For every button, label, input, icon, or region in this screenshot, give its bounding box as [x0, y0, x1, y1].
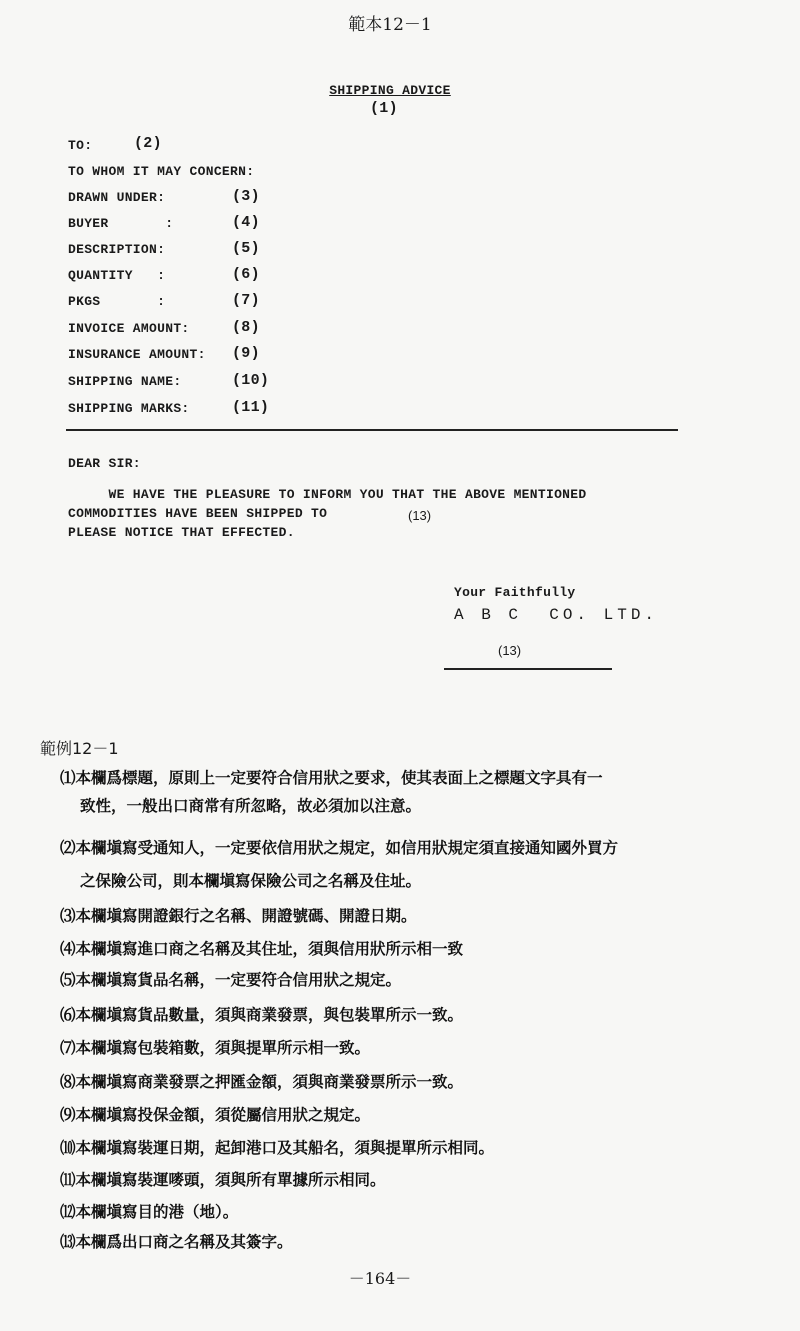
note-2: ⑵本欄塡寫受通知人，一定要依信用狀之規定，如信用狀規定須直接通知國外買方 — [60, 839, 619, 857]
note-13: ⒀本欄爲出口商之名稱及其簽字。 — [60, 1233, 293, 1251]
body-destination-number: (13) — [408, 508, 432, 523]
field-number-description: (5) — [232, 240, 260, 257]
concern-line: TO WHOM IT MAY CONCERN: — [68, 164, 255, 179]
field-number-quantity: (6) — [232, 266, 260, 283]
field-label-buyer: BUYER : — [68, 216, 174, 231]
field-number-shipping-name: (10) — [232, 372, 270, 389]
signature-line — [444, 668, 612, 670]
page-number: －164－ — [348, 1269, 412, 1288]
form-divider — [66, 429, 678, 431]
salutation: DEAR SIR: — [68, 456, 141, 471]
field-number-insurance-amount: (9) — [232, 345, 260, 362]
body-line-1: WE HAVE THE PLEASURE TO INFORM YOU THAT THE ABOVE MENTIONED — [68, 487, 587, 502]
note-1: ⑴本欄爲標題，原則上一定要符合信用狀之要求，使其表面上之標題文字具有一 — [60, 769, 603, 787]
field-label-shipping-name: SHIPPING NAME: — [68, 374, 182, 389]
field-number-buyer: (4) — [232, 214, 260, 231]
closing: Your Faithfully — [454, 585, 576, 600]
note-8: ⑻本欄塡寫商業發票之押匯金額，須與商業發票所示一致。 — [60, 1073, 464, 1091]
note-4: ⑷本欄塡寫進口商之名稱及其住址，須與信用狀所示相一致 — [60, 940, 464, 958]
example-heading: 範例12－1 — [40, 739, 119, 758]
field-label-description: DESCRIPTION: — [68, 242, 166, 257]
field-label-invoice-amount: INVOICE AMOUNT: — [68, 321, 190, 336]
note-9: ⑼本欄塡寫投保金額，須從屬信用狀之規定。 — [60, 1106, 371, 1124]
field-label-quantity: QUANTITY : — [68, 268, 166, 283]
note-1-cont: 致性，一般出口商常有所忽略，故必須加以注意。 — [80, 797, 422, 815]
body-line-3: PLEASE NOTICE THAT EFFECTED. — [68, 525, 295, 540]
note-10: ⑽本欄塡寫裝運日期，起卸港口及其船名，須與提單所示相同。 — [60, 1139, 495, 1157]
field-label-drawn-under: DRAWN UNDER: — [68, 190, 166, 205]
field-number-drawn-under: (3) — [232, 188, 260, 205]
field-number-invoice-amount: (8) — [232, 319, 260, 336]
note-7: ⑺本欄塡寫包裝箱數，須與提單所示相一致。 — [60, 1039, 371, 1057]
field-label-pkgs: PKGS : — [68, 294, 166, 309]
note-6: ⑹本欄塡寫貨品數量，須與商業發票，與包裝單所示一致。 — [60, 1006, 464, 1024]
body-line-2: COMMODITIES HAVE BEEN SHIPPED TO — [68, 506, 328, 521]
note-12: ⑿本欄塡寫目的港（地）。 — [60, 1203, 239, 1221]
template-header: 範本12－1 — [348, 15, 432, 35]
note-5: ⑸本欄塡寫貨品名稱，一定要符合信用狀之規定。 — [60, 971, 402, 989]
company-name: A B C CO. LTD. — [454, 606, 659, 624]
note-3: ⑶本欄塡寫開證銀行之名稱、開證號碼、開證日期。 — [60, 907, 417, 925]
to-number: (2) — [134, 135, 162, 152]
field-label-insurance-amount: INSURANCE AMOUNT: — [68, 347, 206, 362]
to-label: TO: — [68, 138, 93, 153]
field-number-pkgs: (7) — [232, 292, 260, 309]
note-2-cont: 之保險公司，則本欄塡寫保險公司之名稱及住址。 — [80, 872, 422, 890]
form-title: SHIPPING ADVICE — [329, 83, 451, 98]
form-title-number: (1) — [370, 100, 398, 117]
signature-number: (13) — [498, 643, 522, 658]
field-label-shipping-marks: SHIPPING MARKS: — [68, 401, 190, 416]
note-11: ⑾本欄塡寫裝運嘜頭，須與所有單據所示相同。 — [60, 1171, 386, 1189]
field-number-shipping-marks: (11) — [232, 399, 270, 416]
